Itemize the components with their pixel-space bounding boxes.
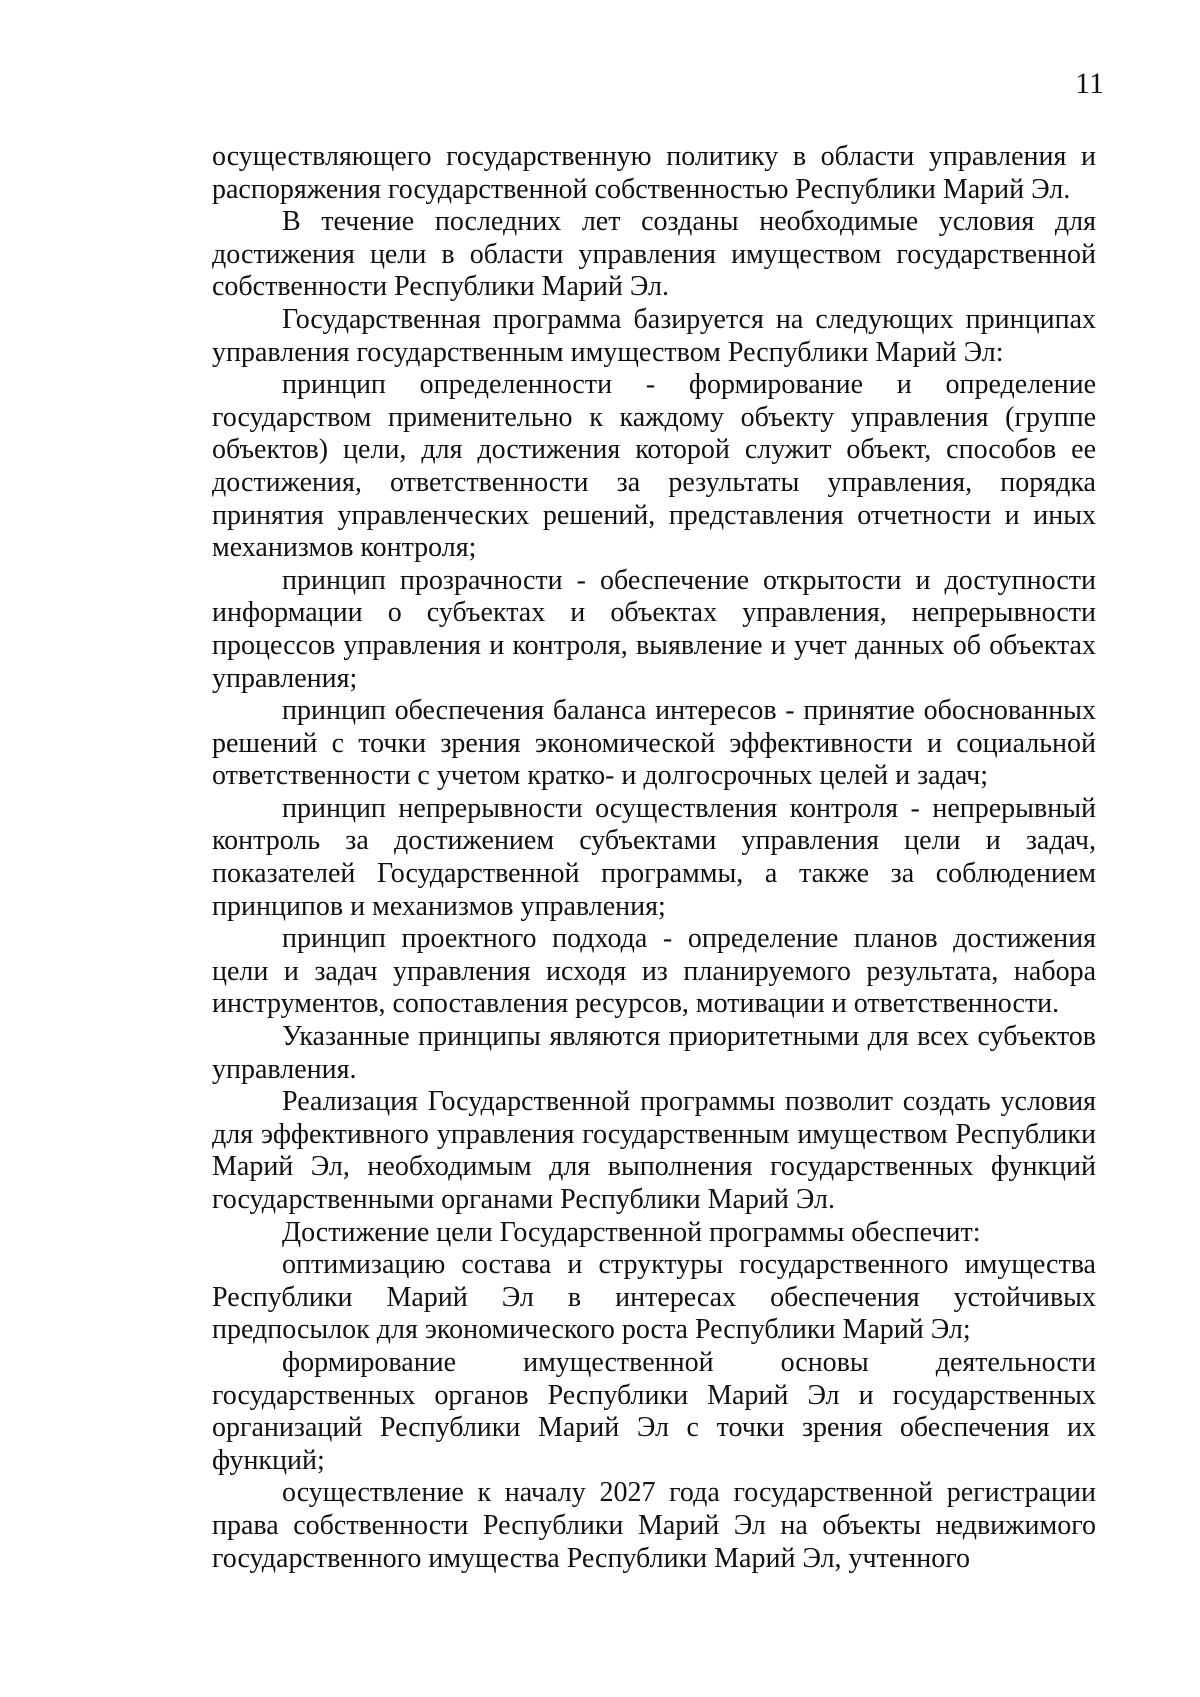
paragraph: принцип проектного подхода - определение планов достижения цели и задач управления исходя из планируемого результата, набора инструментов, сопоставления ресурсов, мотивации и ответственности. [212,923,1096,1020]
paragraph: осуществление к началу 2027 года государственной регистрации права собственности Республики Марий Эл на объекты недвижимого государственного имущества Республики Марий Эл, учтенного [212,1477,1096,1574]
page-number: 11 [1075,67,1104,100]
paragraph: Реализация Государственной программы позволит создать условия для эффективного управления государственным имуществом Республики Марий Эл, необходимым для выполнения государственных функций государственными органами Республики Марий Эл. [212,1086,1096,1215]
paragraph: осуществляющего государственную политику в области управления и распоряжения государственной собственностью Республики Марий Эл. [212,141,1096,205]
paragraph: Государственная программа базируется на следующих принципах управления государственным имуществом Республики Марий Эл: [212,303,1096,368]
paragraph: принцип прозрачности - обеспечение открытости и доступности информации о субъектах и объектах управления, непрерывности процессов управления и контроля, выявление и учет данных об объектах управления; [212,564,1096,694]
paragraph: В течение последних лет созданы необходимые условия для достижения цели в области управления имуществом государственной собственности Республики Марий Эл. [212,206,1096,303]
paragraph: принцип непрерывности осуществления контроля - непрерывный контроль за достижением субъектами управления цели и задач, показателей Государственной программы, а также за соблюдением принципов и механизмов управления; [212,792,1096,922]
paragraph: принцип определенности - формирование и определение государством применительно к каждому объекту управления (группе объектов) цели, для достижения которой служит объект, способов ее достижения, ответственности за результаты управления, порядка принятия управленческих решений, представления отчетности и иных механизмов контроля; [212,369,1096,564]
paragraph: принцип обеспечения баланса интересов - принятие обоснованных решений с точки зрения экономической эффективности и социальной ответственности с учетом кратко- и долгосрочных целей и задач; [212,695,1096,792]
document-body [212,141,1096,1575]
paragraph: формирование имущественной основы деятельности государственных органов Республики Марий Эл и государственных организаций Республики Марий Эл с точки зрения обеспечения их функций; [212,1346,1096,1476]
paragraph: оптимизацию состава и структуры государственного имущества Республики Марий Эл в интересах обеспечения устойчивых предпосылок для экономического роста Республики Марий Эл; [212,1249,1096,1346]
paragraph: Достижение цели Государственной программы обеспечит: [282,1216,981,1248]
paragraph: Указанные принципы являются приоритетными для всех субъектов управления. [212,1021,1096,1085]
